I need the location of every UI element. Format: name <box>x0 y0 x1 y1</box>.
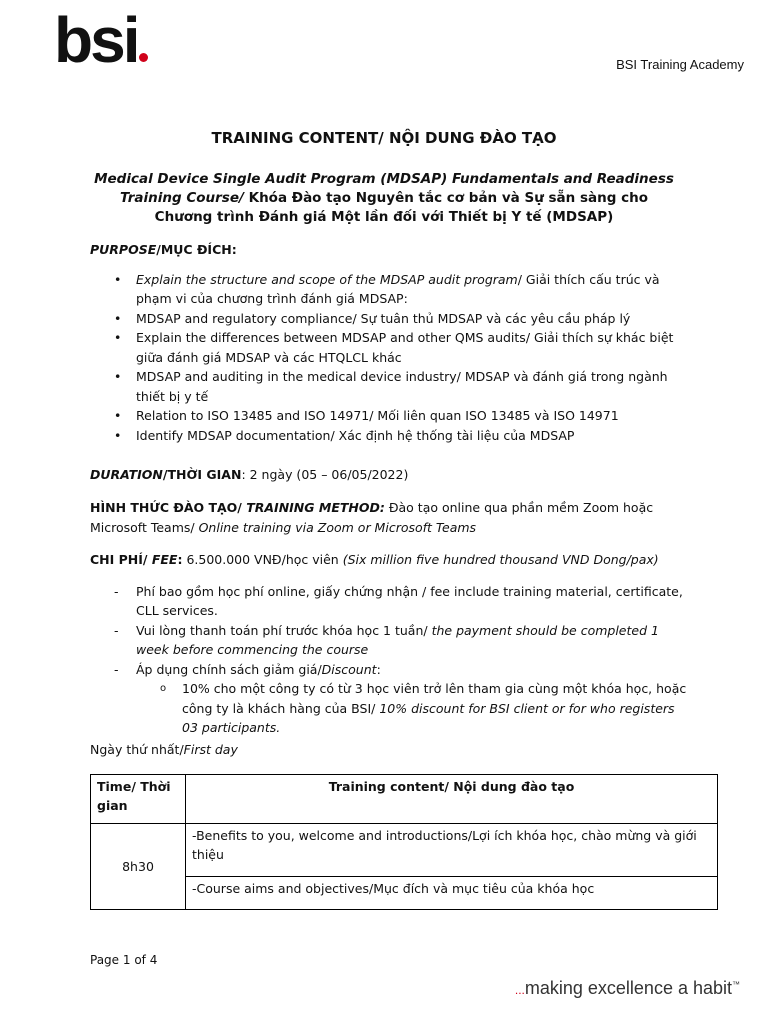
schedule-table <box>90 774 718 910</box>
discount-item: o 10% cho một công ty có từ 3 học viên trở lên tham gia cùng một khóa học, hoặc công ty là khách hàng của BSI/ 10% discount for BSI client or for who registers 03 participants. <box>182 679 690 738</box>
duration-line <box>90 465 690 485</box>
duration-label-vi: /THỜI GIAN <box>162 467 242 482</box>
fee-item: - Vui lòng thanh toán phí trước khóa học 1 tuần/ the payment should be completed 1 week before commencing the course <box>136 621 690 660</box>
fee-item: - Áp dụng chính sách giảm giá/Discount: o 10% cho một công ty có từ 3 học viên trở lên tham gia cùng một khóa học, hoặc công ty là khách hàng của BSI/ 10% discount for BSI client or for who registers 03 participants. <box>136 660 690 738</box>
purpose-item: • Relation to ISO 13485 and ISO 14971/ Mối liên quan ISO 13485 và ISO 14971 <box>136 406 690 426</box>
purpose-label-vi: /MỤC ĐÍCH: <box>156 242 237 257</box>
header-time: Time/ Thời gian <box>91 775 186 824</box>
purpose-item: • MDSAP and regulatory compliance/ Sự tuân thủ MDSAP và các yêu cầu pháp lý <box>136 309 690 329</box>
first-day-label: Ngày thứ nhất/First day <box>90 742 238 757</box>
method-section: HÌNH THỨC ĐÀO TẠO/ TRAINING METHOD: Đào tạo online qua phần mềm Zoom hoặc Microsoft Teams/ Online training via Zoom or Microsoft Teams <box>90 500 654 535</box>
table-header-row <box>91 775 718 824</box>
fee-list <box>90 582 690 738</box>
purpose-item: • Explain the structure and scope of the MDSAP audit program/ Giải thích cấu trúc và phạm vi của chương trình đánh giá MDSAP: <box>136 270 690 309</box>
purpose-section <box>90 240 690 445</box>
course-title-en: Medical Device Single Audit Program (MDSAP) Fundamentals and Readiness Training Course/ <box>94 171 674 206</box>
duration-label-en: DURATION <box>90 467 163 482</box>
tagline: ...making excellence a habit™ <box>514 978 740 998</box>
table-row <box>91 877 718 910</box>
purpose-list <box>90 270 690 446</box>
header-content: Training content/ Nội dung đào tạo <box>186 775 718 824</box>
bsi-logo: bsi <box>54 8 148 72</box>
duration-value: : 2 ngày (05 – 06/05/2022) <box>241 467 409 482</box>
content-cell: -Course aims and objectives/Mục đích và mục tiêu của khóa học <box>186 877 718 910</box>
fee-section: CHI PHÍ/ FEE: 6.500.000 VNĐ/học viên (Six million five hundred thousand VND Dong/pax) - Phí bao gồm học phí online, giấy chứng nhận / fee include training material, certificate, CLL services. - Vui lòng thanh toán phí trước khóa học 1 tuần/ the payment should be completed 1 week before commencing the course - Áp dụng chính sách giảm giá/Discount: o 10% cho một công ty có từ 3 học viên trở lên tham gia cùng một khóa học, hoặc công ty là khách hàng của BSI/ 10% discount for BSI client or for who registers 03 participants. <box>90 550 690 738</box>
purpose-label-en: PURPOSE <box>90 242 157 257</box>
discount-list <box>136 679 690 738</box>
content-cell: -Benefits to you, welcome and introductions/Lợi ích khóa học, chào mừng và giới thiệu <box>186 824 718 877</box>
academy-name: BSI Training Academy <box>616 57 744 72</box>
fee-item: - Phí bao gồm học phí online, giấy chứng nhận / fee include training material, certificate, CLL services. <box>136 582 690 621</box>
table-row <box>91 824 718 877</box>
page-number: Page 1 of 4 <box>90 953 158 967</box>
purpose-item: • Identify MDSAP documentation/ Xác định hệ thống tài liệu của MDSAP <box>136 426 690 446</box>
course-title <box>90 170 678 227</box>
logo-red-dot <box>139 53 148 62</box>
purpose-item: • Explain the differences between MDSAP and other QMS audits/ Giải thích sự khác biệt giữa đánh giá MDSAP và các HTQLCL khác <box>136 328 690 367</box>
purpose-item: • MDSAP and auditing in the medical device industry/ MDSAP và đánh giá trong ngành thiết bị y tế <box>136 367 690 406</box>
course-title-vi: Khóa Đào tạo Nguyên tắc cơ bản và Sự sẵn sàng cho Chương trình Đánh giá Một lần đối với Thiết bị Y tế (MDSAP) <box>154 190 648 225</box>
time-cell: 8h30 <box>91 824 186 910</box>
document-title: TRAINING CONTENT/ NỘI DUNG ĐÀO TẠO <box>211 129 557 147</box>
